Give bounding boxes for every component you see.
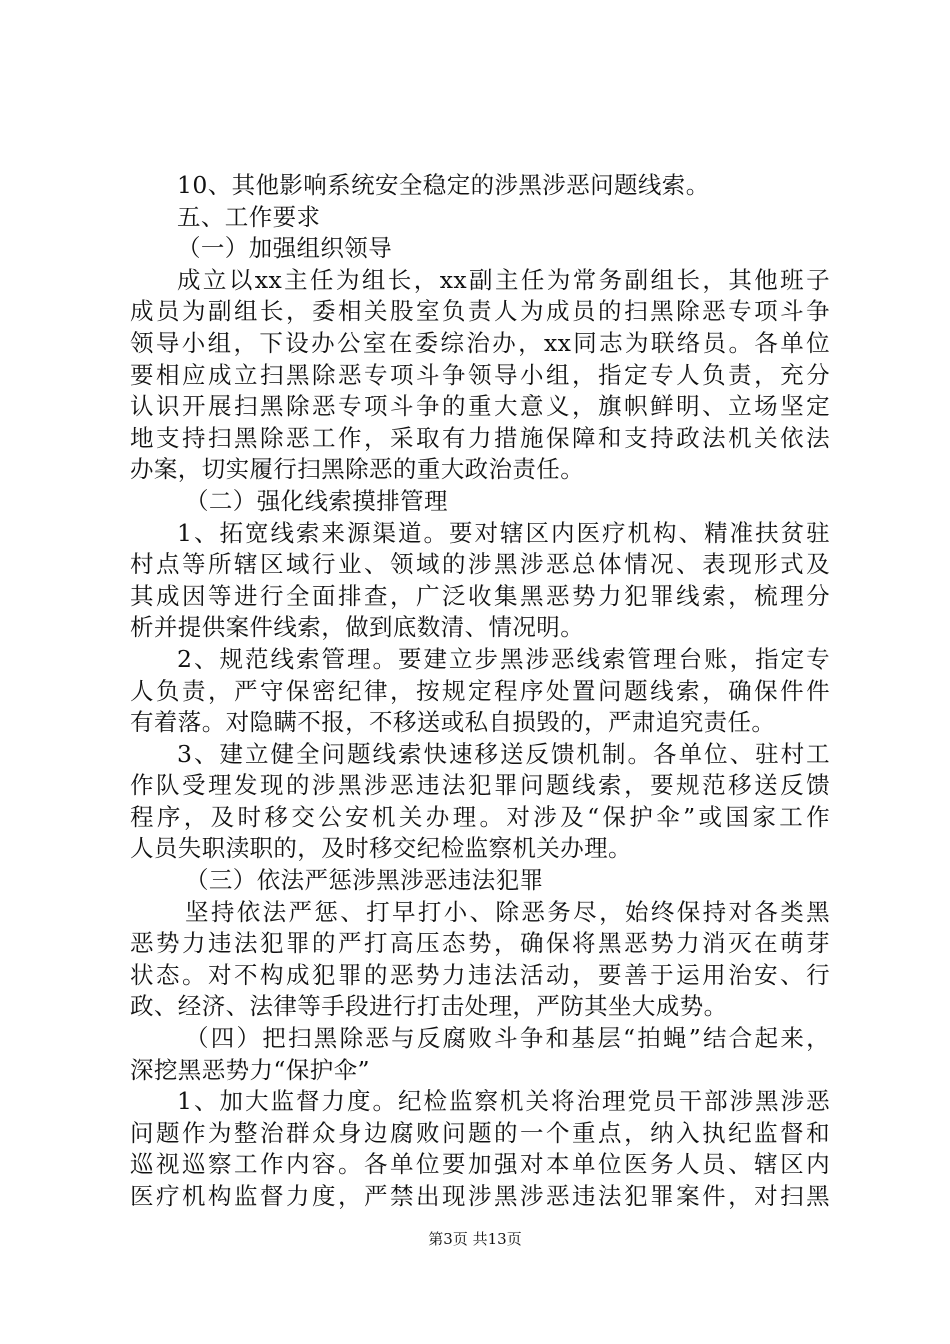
paragraph-line: 1、拓宽线索来源渠道。要对辖区内医疗机构、精准扶贫驻 bbox=[177, 518, 830, 547]
paragraph-line: 政、经济、法律等手段进行打击处理，严防其坐大成势。 bbox=[130, 992, 728, 1021]
paragraph-line: 办案，切实履行扫黑除恶的重大政治责任。 bbox=[130, 455, 585, 484]
subsection-heading: （二）强化线索摸排管理 bbox=[185, 486, 448, 515]
paragraph-line: 坚持依法严惩、打早打小、除恶务尽，始终保持对各类黑 bbox=[185, 897, 830, 926]
paragraph-line: 有着落。对隐瞒不报，不移送或私自损毁的，严肃追究责任。 bbox=[130, 708, 776, 737]
paragraph-line: 成立以xx主任为组长，xx副主任为常务副组长，其他班子 bbox=[177, 265, 830, 294]
subsection-heading: （一）加强组织领导 bbox=[177, 234, 393, 263]
paragraph-line: 作队受理发现的涉黑涉恶违法犯罪问题线索，要规范移送反馈 bbox=[130, 771, 830, 800]
paragraph-line: 村点等所辖区域行业、领域的涉黑涉恶总体情况、表现形式及 bbox=[130, 550, 830, 579]
paragraph-line: 析并提供案件线索，做到底数清、情况明。 bbox=[130, 613, 585, 642]
paragraph-line: 3、建立健全问题线索快速移送反馈机制。各单位、驻村工 bbox=[177, 739, 830, 768]
paragraph-line: 地支持扫黑除恶工作，采取有力措施保障和支持政法机关依法 bbox=[130, 423, 830, 452]
document-body bbox=[130, 170, 830, 1213]
paragraph-line: 人员失职渎职的，及时移交纪检监察机关办理。 bbox=[130, 834, 632, 863]
paragraph-line: 状态。对不构成犯罪的恶势力违法活动，要善于运用治安、行 bbox=[130, 960, 830, 989]
subsection-heading: 深挖黑恶势力“保护伞” bbox=[130, 1055, 370, 1084]
subsection-heading: （四）把扫黑除恶与反腐败斗争和基层“拍蝇”结合起来， bbox=[185, 1024, 830, 1053]
paragraph-line: 医疗机构监督力度，严禁出现涉黑涉恶违法犯罪案件，对扫黑 bbox=[130, 1182, 830, 1210]
paragraph-line: 1、加大监督力度。纪检监察机关将治理党员干部涉黑涉恶 bbox=[177, 1087, 830, 1116]
paragraph-line: 恶势力违法犯罪的严打高压态势，确保将黑恶势力消灭在萌芽 bbox=[130, 929, 830, 958]
paragraph-line: 领导小组，下设办公室在委综治办，xx同志为联络员。各单位 bbox=[130, 328, 830, 357]
paragraph-line: 成员为副组长，委相关股室负责人为成员的扫黑除恶专项斗争 bbox=[130, 297, 830, 326]
paragraph-line: 巡视巡察工作内容。各单位要加强对本单位医务人员、辖区内 bbox=[130, 1150, 830, 1179]
page-number-footer: 第3页 共13页 bbox=[428, 1230, 522, 1248]
list-item: 10、其他影响系统安全稳定的涉黑涉恶问题线索。 bbox=[177, 171, 710, 199]
paragraph-line: 程序，及时移交公安机关办理。对涉及“保护伞”或国家工作 bbox=[130, 802, 830, 831]
paragraph-line: 要相应成立扫黑除恶专项斗争领导小组，指定专人负责，充分 bbox=[130, 360, 830, 389]
paragraph-line: 认识开展扫黑除恶专项斗争的重大意义，旗帜鲜明、立场坚定 bbox=[130, 392, 830, 421]
subsection-heading: （三）依法严惩涉黑涉恶违法犯罪 bbox=[185, 866, 544, 895]
paragraph-line: 人负责，严守保密纪律，按规定程序处置问题线索，确保件件 bbox=[130, 676, 830, 705]
paragraph-line: 问题作为整治群众身边腐败问题的一个重点，纳入执纪监督和 bbox=[130, 1118, 830, 1147]
section-heading: 五、工作要求 bbox=[177, 202, 321, 231]
paragraph-line: 2、规范线索管理。要建立步黑涉恶线索管理台账，指定专 bbox=[177, 644, 830, 673]
paragraph-line: 其成因等进行全面排查，广泛收集黑恶势力犯罪线索，梳理分 bbox=[130, 581, 830, 610]
